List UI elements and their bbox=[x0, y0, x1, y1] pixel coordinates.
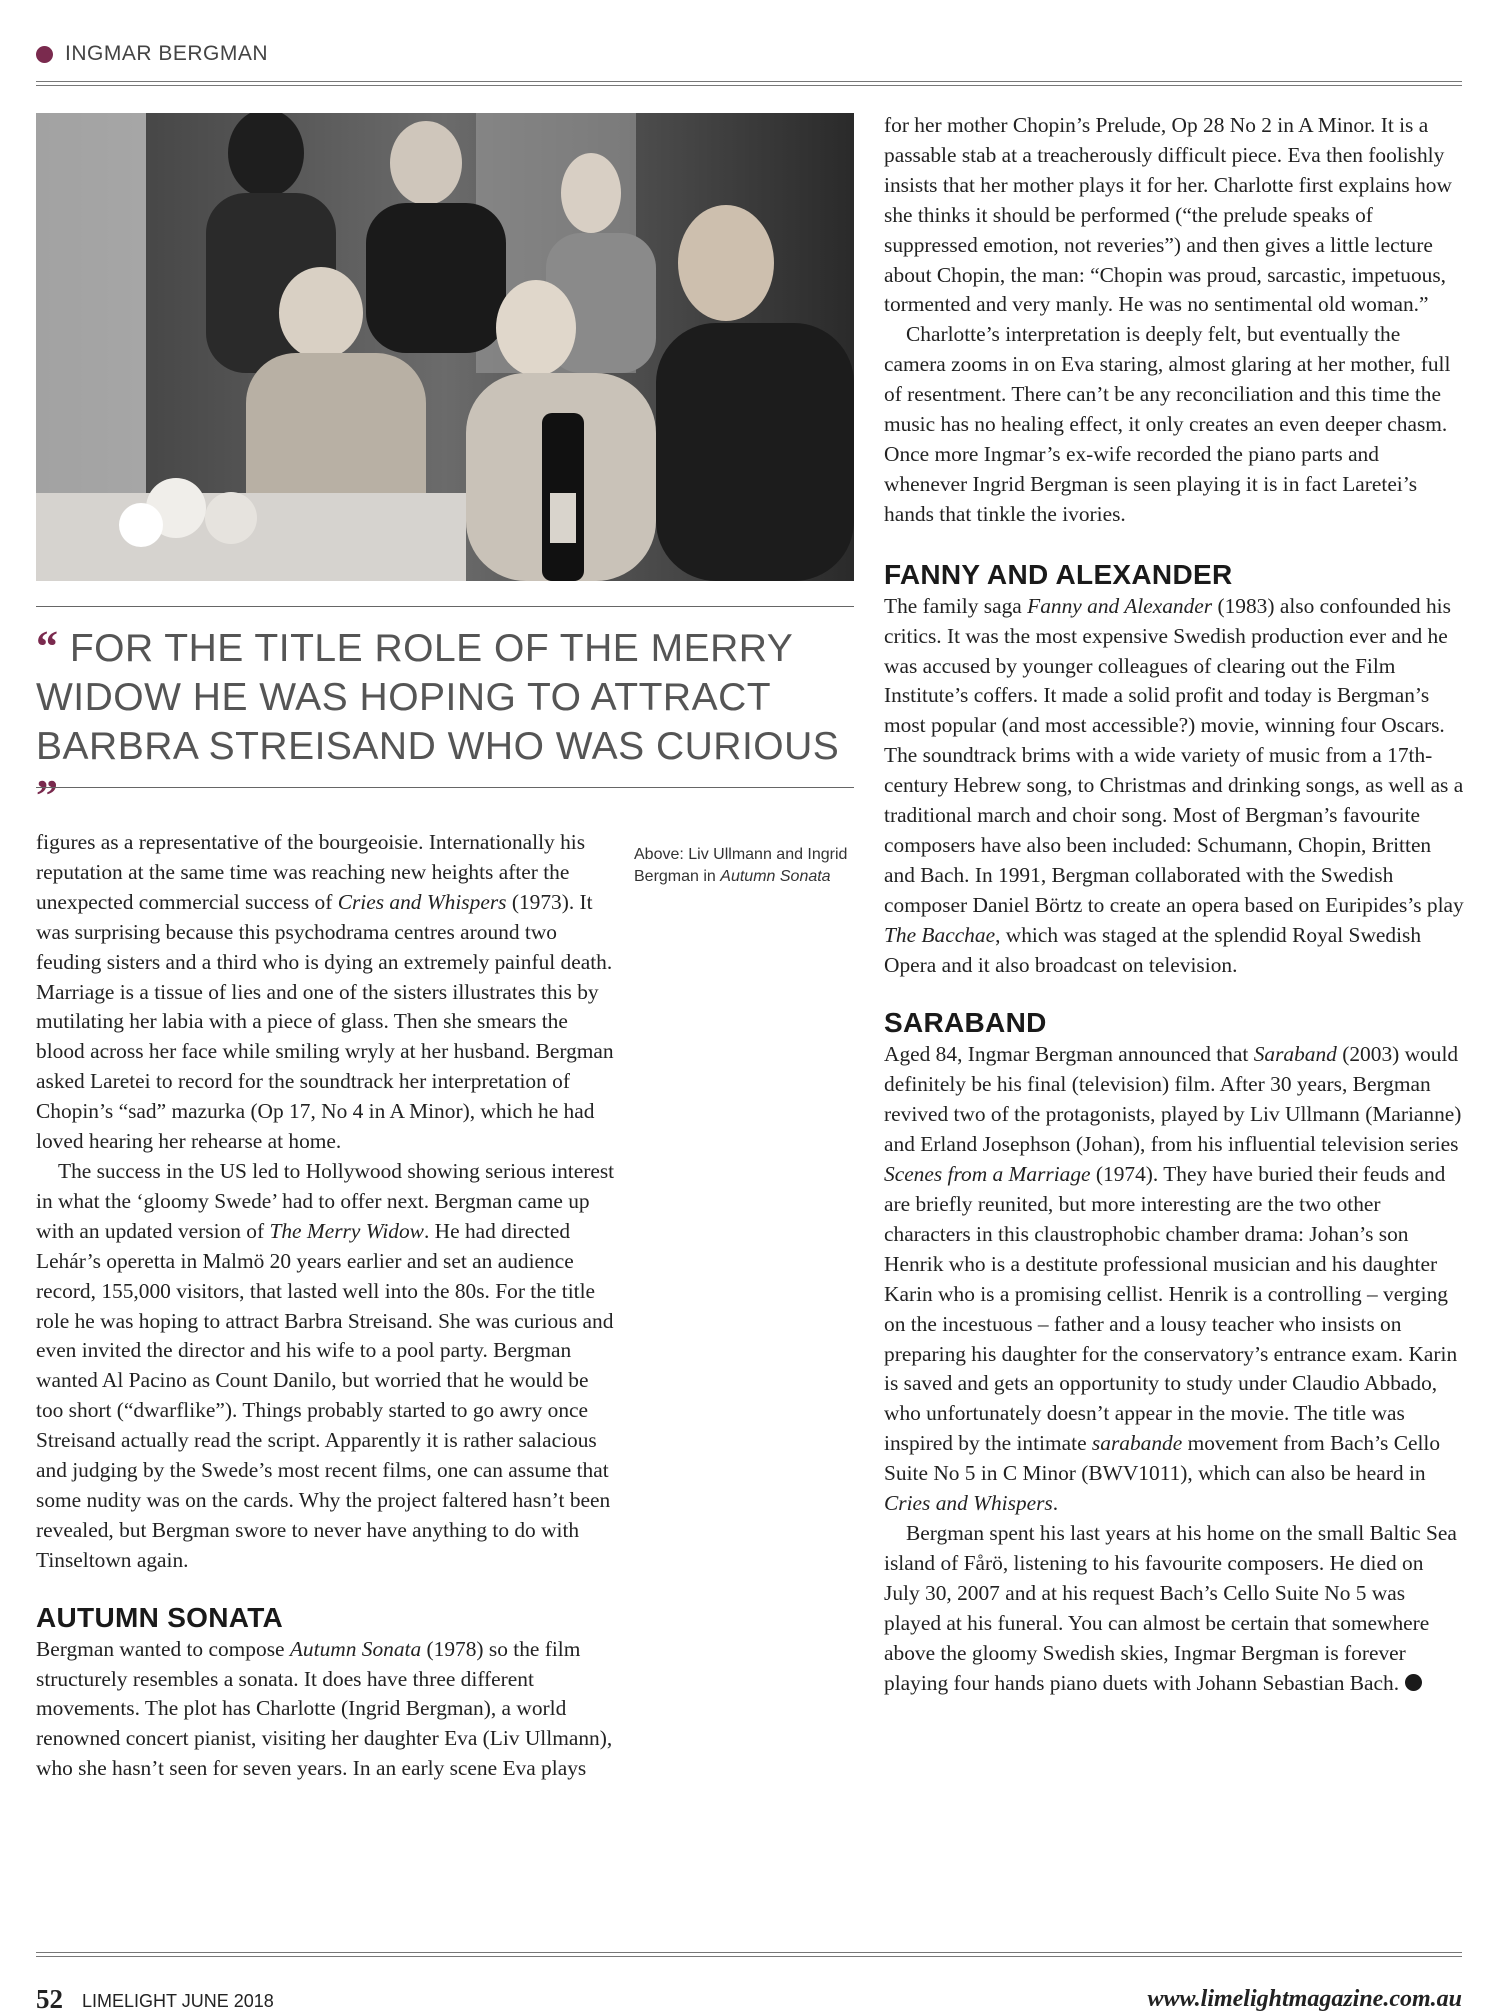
paragraph bbox=[36, 828, 616, 1157]
text-run: (1974). They have buried their feuds and are briefly reunited, but more interesting are the two other characters in this claustrophobic chamber drama: Johan’s son Henrik who is a destitute professional musician and his daughter Karin who is a promising cellist. Henrik is a controlling – verging on the incestuous – father and a lousy teacher who insists on preparing his daughter for the conservatory’s entrance exam. Karin is saved and gets an opportunity to study under Claudio Abbado, who unfortunately doesn’t appear in the movie. The title was inspired by the intimate bbox=[884, 1162, 1458, 1456]
bullet-dot-icon bbox=[36, 46, 53, 63]
text-run: (1973). It was surprising because this psychodrama centres around two feuding sisters and a third who is dying an extremely painful death. Marriage is a tissue of lies and one of the sisters illustrates this by mutilating her labia with a piece of glass. Then she smears the blood across her face while smiling wryly at her husband. Bergman asked Laretei to record for the soundtrack her interpretation of Chopin’s “sad” mazurka (Op 17, No 4 in A Minor), which he had loved hearing her rehearse at home. bbox=[36, 889, 614, 1154]
text-run: Bergman wanted to compose bbox=[36, 1636, 290, 1661]
caption-film-title: Autumn Sonata bbox=[720, 868, 831, 885]
magazine-issue bbox=[82, 1991, 274, 2012]
open-quote-mark: “ bbox=[36, 622, 59, 671]
magazine-name: LIMELIGHT bbox=[82, 1991, 177, 2011]
paragraph bbox=[36, 1635, 616, 1785]
text-run: figures as a representative of the bourgeoisie. Internationally his reputation at the same time was reaching new heights after the unexpected commercial success of bbox=[36, 830, 586, 914]
text-run: (2003) would definitely be his final (television) film. After 30 years, Bergman revived two of the protagonists, played by Liv Ullmann (Marianne) and Erland Josephson (Johan), from his influential television series bbox=[884, 1042, 1462, 1157]
paragraph bbox=[884, 592, 1464, 981]
body-column-left bbox=[36, 828, 616, 1784]
close-quote-mark: ” bbox=[36, 771, 59, 820]
paragraph: Charlotte’s interpretation is deeply felt, but eventually the camera zooms in on Eva staring, almost glaring at her mother, full of resentment. There can’t be any reconciliation and this time the music has no healing effect, it only creates an even deeper chasm. Once more Ingmar’s ex-wife recorded the piano parts and whenever Ingrid Bergman is seen playing it is in fact Laretei’s hands that tinkle the ivories. bbox=[884, 322, 1451, 526]
heading-saraband: SARABAND bbox=[884, 1007, 1047, 1039]
photo-illustration bbox=[36, 113, 854, 581]
italic-term: sarabande bbox=[1091, 1431, 1183, 1456]
footer-rule bbox=[36, 1952, 1462, 1957]
paragraph bbox=[884, 1519, 1464, 1698]
paragraph bbox=[36, 1157, 616, 1576]
film-title: Cries and Whispers bbox=[337, 889, 507, 914]
film-title: The Merry Widow bbox=[269, 1218, 424, 1243]
caption-text: Above: Liv Ullmann and Ingrid Bergman in bbox=[634, 846, 848, 885]
film-title: Fanny and Alexander bbox=[1027, 593, 1213, 618]
film-title: The Bacchae bbox=[884, 922, 996, 947]
quote-bottom-rule bbox=[36, 787, 854, 788]
end-of-article-icon bbox=[1405, 1674, 1422, 1691]
text-run: Bergman spent his last years at his home on the small Baltic Sea island of Fårö, listening to his favourite composers. He died on July 30, 2007 and at his request Bach’s Cello Suite No 5 was played at his funeral. You can almost be certain that somewhere above the gloomy Swedish skies, Ingmar Bergman is forever playing four hands piano duets with Johann Sebastian Bach. bbox=[884, 1520, 1457, 1695]
film-still-photo bbox=[36, 113, 854, 581]
issue-date: JUNE 2018 bbox=[181, 1991, 274, 2011]
text-run: movement from Bach’s Cello Suite No 5 in C Minor (BWV1011), which can also be heard in bbox=[884, 1431, 1441, 1486]
film-title: Saraband bbox=[1253, 1042, 1337, 1067]
text-run: . bbox=[1052, 1491, 1059, 1516]
text-run: . He had directed Lehár’s operetta in Malmö 20 years earlier and set an audience record, 155,000 visitors, that lasted well into the 80s. For the title role he was hoping to attract Barbra Streisand. She was curious and even invited the director and his wife to a pool party. Bergman wanted Al Pacino as Count Danilo, but worried that he would be too short (“dwarflike”). Things probably started to go awry once Streisand actually read the script. Apparently it is rather salacious and judging by the Swede’s most recent films, one can assume that some nudity was on the cards. Why the project faltered hasn’t been revealed, but Bergman swore to never have anything to do with Tinseltown again. bbox=[36, 1218, 614, 1572]
pull-quote bbox=[36, 622, 854, 822]
quote-top-rule bbox=[36, 606, 854, 607]
text-run: , which was staged at the splendid Royal Swedish Opera and it also broadcast on television. bbox=[884, 922, 1422, 977]
pull-quote-text: FOR THE TITLE ROLE OF THE MERRY WIDOW HE WAS HOPING TO ATTRACT BARBRA STREISAND WHO WAS CURIOUS bbox=[36, 627, 840, 768]
magazine-url[interactable]: www.limelightmagazine.com.au bbox=[1147, 1986, 1462, 2012]
text-run: The family saga bbox=[884, 593, 1028, 618]
header-rule bbox=[36, 81, 1462, 86]
paragraph: for her mother Chopin’s Prelude, Op 28 No 2 in A Minor. It is a passable stab at a treacherously difficult piece. Eva then foolishly insists that her mother plays it for her. Charlotte first explains how she thinks it should be performed (“the prelude speaks of suppressed emotion, not reveries”) and then gives a little lecture about Chopin, the man: “Chopin was proud, sarcastic, impetuous, tormented and very manly. He was no sentimental old woman.” bbox=[884, 113, 1452, 317]
text-run: (1978) so the film structurely resembles a sonata. It does have three different movements. The plot has Charlotte (Ingrid Bergman), a world renowned concert pianist, visiting her daughter Eva (Liv Ullmann), who she hasn’t seen for seven years. In an early scene Eva plays bbox=[36, 1636, 613, 1781]
film-title: Cries and Whispers bbox=[884, 1491, 1053, 1516]
heading-fanny-and-alexander: FANNY AND ALEXANDER bbox=[884, 558, 1233, 590]
film-title: Scenes from a Marriage bbox=[884, 1162, 1091, 1187]
section-label: INGMAR BERGMAN bbox=[65, 42, 269, 65]
text-run: Aged 84, Ingmar Bergman announced that bbox=[884, 1042, 1254, 1067]
body-column-right bbox=[884, 111, 1464, 1698]
text-run: The success in the US led to Hollywood showing serious interest in what the ‘gloomy Swede’ had to offer next. Bergman came up with an updated version of bbox=[36, 1158, 615, 1243]
text-run: (1983) also confounded his critics. It was the most expensive Swedish production ever and he was accused by younger colleagues of clearing out the Film Institute’s coffers. It made a solid profit and today is Bergman’s most popular (and most accessible?) movie, winning four Oscars. The soundtrack brims with a wide variety of music from a 17th-century Hebrew song, to Christmas and drinking songs, as well as a traditional march and choir song. Most of Bergman’s favourite composers have also been included: Schumann, Chopin, Britten and Bach. In 1991, Bergman collaborated with the Swedish composer Daniel Börtz to create an opera based on Euripides’s play bbox=[884, 593, 1464, 917]
heading-autumn-sonata: AUTUMN SONATA bbox=[36, 1601, 284, 1633]
paragraph bbox=[884, 1040, 1464, 1519]
photo-caption bbox=[634, 844, 854, 888]
page-number: 52 bbox=[36, 1984, 63, 2014]
film-title: Autumn Sonata bbox=[289, 1636, 422, 1661]
section-header bbox=[36, 42, 268, 66]
